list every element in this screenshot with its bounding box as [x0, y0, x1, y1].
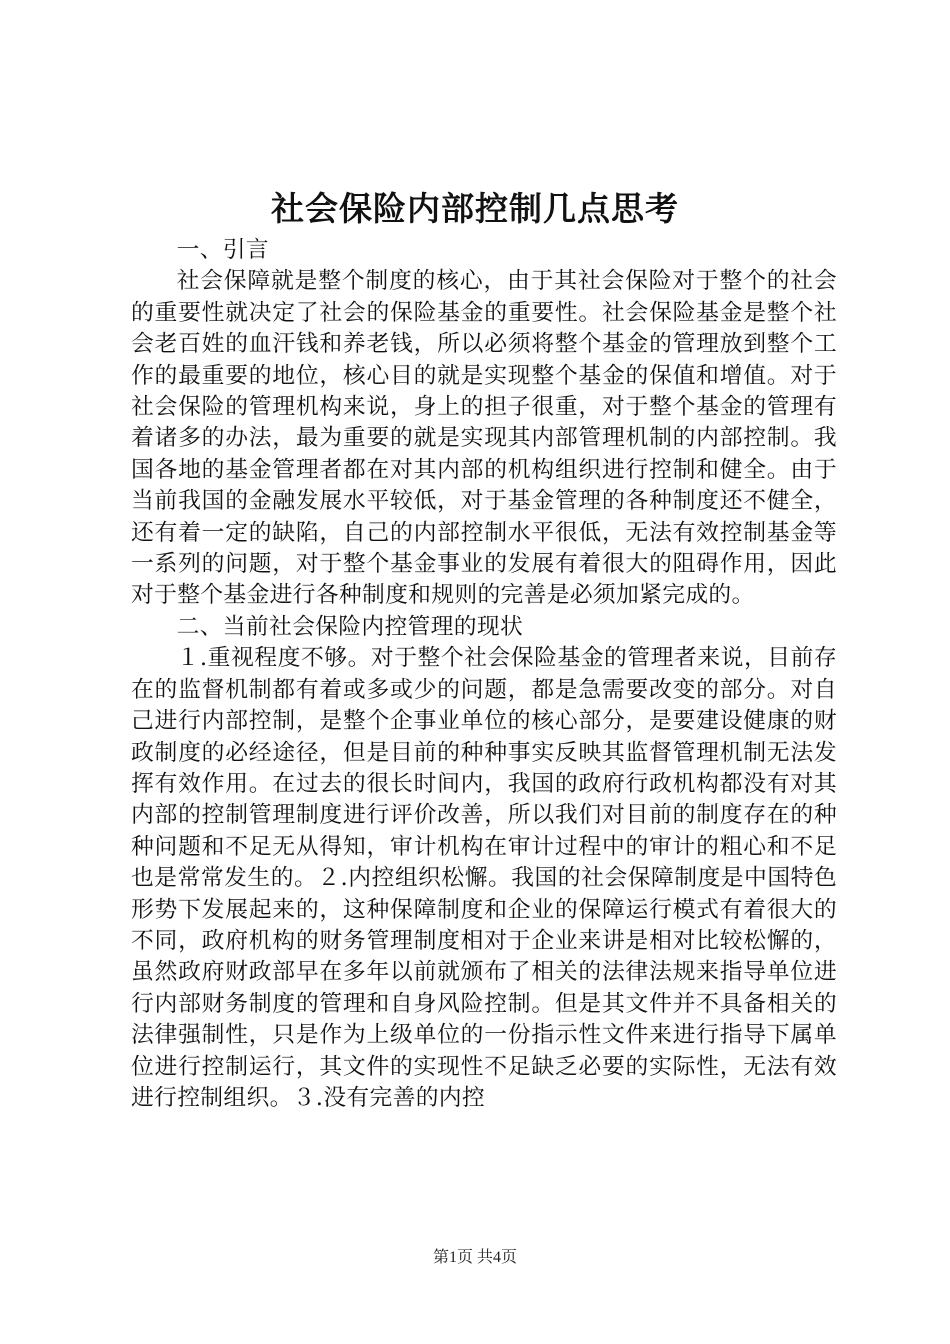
paragraph-intro: 社会保障就是整个制度的核心，由于其社会保险对于整个的社会的重要性就决定了社会的保险基金的重要性。社会保险基金是整个社会老百姓的血汗钱和养老钱，所以必须将整个基金的管理放到整个工作的最重要的地位，核心目的就是实现整个基金的保值和增值。对于社会保险的管理机构来说，身上的担子很重，对于整个基金的管理有着诸多的办法，最为重要的就是实现其内部管理机制的内部控制。我国各地的基金管理者都在对其内部的机构组织进行控制和健全。由于当前我国的金融发展水平较低，对于基金管理的各种制度还不健全，还有着一定的缺陷，自己的内部控制水平很低，无法有效控制基金等一系列的问题，对于整个基金事业的发展有着很大的阻碍作用，因此对于整个基金进行各种制度和规则的完善是必须加紧完成的。	[131, 268, 837, 609]
document-title: 社会保险内部控制几点思考	[271, 189, 679, 228]
section-heading-status: 二、当前社会保险内控管理的现状	[176, 613, 524, 640]
paragraph-status: １.重视程度不够。对于整个社会保险基金的管理者来说，目前存在的监督机制都有着或多或少的问题，都是急需要改变的部分。对自己进行内部控制，是整个企事业单位的核心部分，是要建设健康的财政制度的必经途径，但是目前的种种事实反映其监督管理机制无法发挥有效作用。在过去的很长时间内，我国的政府行政机构都没有对其内部的控制管理制度进行评价改善，所以我们对目前的制度存在的种种问题和不足无从得知，审计机构在审计过程中的审计的粗心和不足也是常常发生的。２.内控组织松懈。我国的社会保障制度是中国特色形势下发展起来的，这种保障制度和企业的保障运行模式有着很大的不同，政府机构的财务管理制度相对于企业来讲是相对比较松懈的，虽然政府财政部早在多年以前就颁布了相关的法律法规来指导单位进行内部财务制度的管理和自身风险控制。但是其文件并不具备相关的法律强制性，只是作为上级单位的一份指示性文件来进行指导下属单位进行控制运行，其文件的实现性不足缺乏必要的实际性，无法有效进行控制组织。３.没有完善的内控	[131, 645, 837, 1111]
page-footer: 第1页 共4页	[432, 1249, 517, 1266]
document-body	[131, 235, 837, 1114]
section-heading-intro: 一、引言	[176, 237, 269, 263]
